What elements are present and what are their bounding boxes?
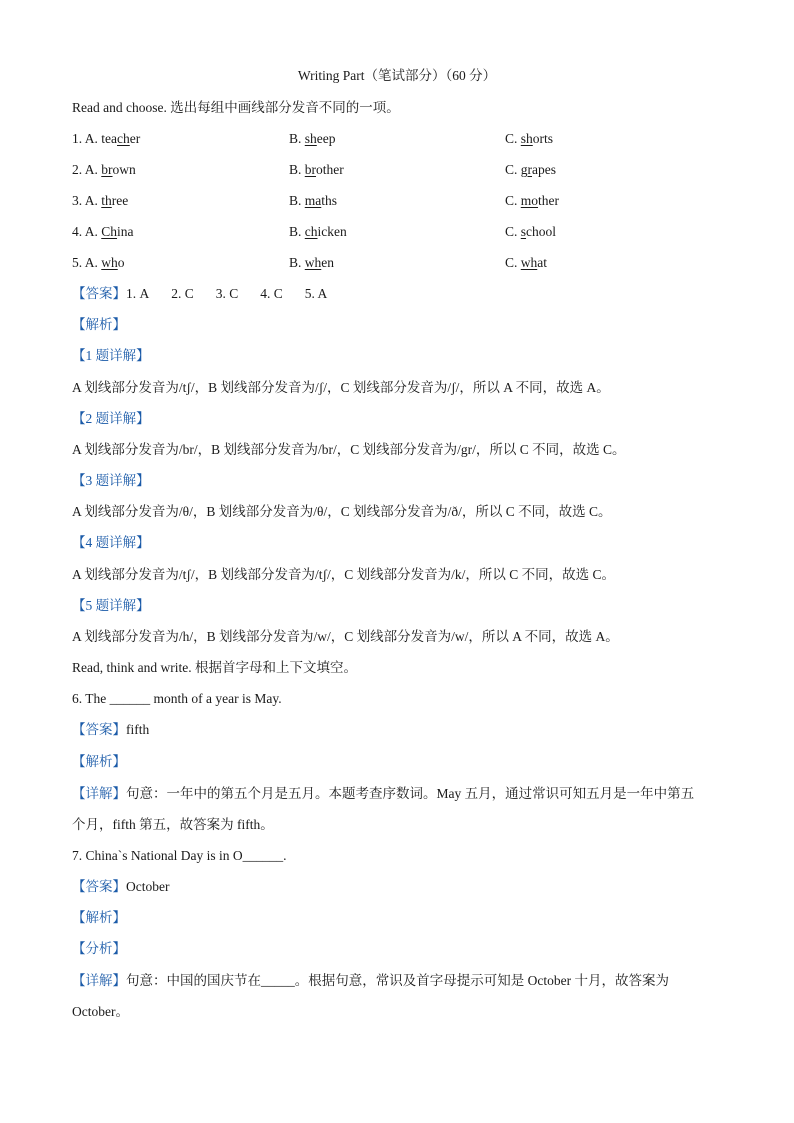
question-6: 6. The ______ month of a year is May. <box>72 691 282 706</box>
detail-3-tag: 【3 题详解】 <box>72 473 150 488</box>
question-2-option-b <box>289 160 344 180</box>
detail-2-tag: 【2 题详解】 <box>72 411 150 426</box>
question-4-option-c <box>505 222 556 242</box>
detail-4-text: A 划线部分发音为/tʃ/，B 划线部分发音为/tʃ/，C 划线部分发音为/k/，所以 C 不同，故选 C。 <box>72 567 616 582</box>
option-suffix: ths <box>321 193 338 208</box>
option-suffix: icken <box>317 224 347 239</box>
analysis-tag: 【解析】 <box>72 317 126 332</box>
question-number: 3. A. <box>72 193 102 208</box>
question-3-option-b <box>289 191 337 211</box>
option-prefix: C. <box>505 193 521 208</box>
option-suffix: er <box>129 131 141 146</box>
q7-answer-tag: 【答案】 <box>72 879 126 894</box>
detail-5-tag: 【5 题详解】 <box>72 598 150 613</box>
question-1-option-c <box>505 129 553 149</box>
q7-analysis-tag: 【解析】 <box>72 910 126 925</box>
q6-answer-tag: 【答案】 <box>72 722 126 737</box>
option-prefix: C. <box>505 224 521 239</box>
underlined-letters: mo <box>520 193 539 208</box>
option-prefix: B. <box>289 193 305 208</box>
question-5-option-c <box>505 253 547 273</box>
question-4-option-a <box>72 222 134 242</box>
question-5-option-b <box>289 253 334 273</box>
option-prefix: C. <box>505 162 521 177</box>
detail-5-text: A 划线部分发音为/h/，B 划线部分发音为/w/，C 划线部分发音为/w/，所以 A 不同，故选 A。 <box>72 629 619 644</box>
question-number: 1. A. <box>72 131 102 146</box>
option-suffix: at <box>537 255 548 270</box>
q6-detail-line1 <box>72 784 694 804</box>
underlined-letters: Ch <box>101 224 118 239</box>
option-prefix: B. <box>289 224 305 239</box>
underlined-letters: wh <box>520 255 538 270</box>
q7-detail-text1: 句意：中国的国庆节在_____。根据句意，常识及首字母提示可知是 October 十月，故答案为 <box>126 973 669 988</box>
option-suffix: ina <box>117 224 134 239</box>
answer-3: 3. C <box>215 286 239 301</box>
q6-detail-text1: 句意：一年中的第五个月是五月。本题考查序数词。May 五月，通过常识可知五月是一年中第五 <box>126 786 695 801</box>
q6-detail-tag: 【详解】 <box>72 786 126 801</box>
option-suffix: eep <box>316 131 336 146</box>
question-2-option-c <box>505 160 556 180</box>
option-suffix: orts <box>532 131 554 146</box>
option-prefix: tea <box>101 131 118 146</box>
question-5-option-a <box>72 253 125 273</box>
q7-detail-line1 <box>72 971 669 991</box>
option-prefix: B. <box>289 255 305 270</box>
question-7: 7. China`s National Day is in O______. <box>72 848 287 863</box>
q7-answer-line <box>72 877 169 897</box>
section2-instruction: Read, think and write. 根据首字母和上下文填空。 <box>72 660 357 675</box>
q7-detail-tag: 【详解】 <box>72 973 126 988</box>
option-suffix: apes <box>532 162 557 177</box>
underlined-letters: ch <box>304 224 318 239</box>
detail-1-text: A 划线部分发音为/tʃ/，B 划线部分发音为/ʃ/，C 划线部分发音为/ʃ/，所以 A 不同，故选 A。 <box>72 380 610 395</box>
question-number: 4. A. <box>72 224 102 239</box>
question-4-option-b <box>289 222 347 242</box>
page-title: Writing Part（笔试部分）（60 分） <box>297 68 497 83</box>
underlined-letters: br <box>101 162 113 177</box>
answer-line-1-5 <box>72 284 349 304</box>
question-2-option-a <box>72 160 136 180</box>
answer-4: 4. C <box>260 286 283 301</box>
question-3-option-c <box>505 191 559 211</box>
detail-3-text: A 划线部分发音为/θ/，B 划线部分发音为/θ/，C 划线部分发音为/ð/，所以 C 不同，故选 C。 <box>72 504 612 519</box>
option-suffix: en <box>321 255 335 270</box>
underlined-letters: sh <box>304 131 317 146</box>
option-suffix: o <box>117 255 125 270</box>
question-3-option-a <box>72 191 128 211</box>
answer-tag: 【答案】 <box>72 286 126 301</box>
option-suffix: chool <box>526 224 557 239</box>
q6-detail-line2: 个月，fifth 第五，故答案为 fifth。 <box>72 817 274 832</box>
underlined-letters: ma <box>304 193 322 208</box>
option-prefix: C. <box>505 131 521 146</box>
underlined-letters: sh <box>520 131 533 146</box>
question-number: 2. A. <box>72 162 102 177</box>
answer-1: 1. A <box>126 286 150 301</box>
q7-answer: October <box>126 879 170 894</box>
option-suffix: other <box>316 162 344 177</box>
underlined-letters: wh <box>304 255 322 270</box>
underlined-letters: th <box>101 193 112 208</box>
option-suffix: ree <box>111 193 129 208</box>
option-prefix: B. <box>289 162 305 177</box>
underlined-letters: br <box>304 162 317 177</box>
q7-detail-line2: October。 <box>72 1004 129 1019</box>
underlined-letters: wh <box>101 255 118 270</box>
question-1-option-a <box>72 129 140 149</box>
answer-2: 2. C <box>171 286 194 301</box>
underlined-letters: ch <box>117 131 130 146</box>
detail-4-tag: 【4 题详解】 <box>72 535 150 550</box>
answer-5: 5. A <box>304 286 328 301</box>
underlined-letters: s <box>520 224 527 239</box>
option-suffix: own <box>112 162 136 177</box>
option-prefix: C. <box>505 255 521 270</box>
q6-answer-line <box>72 720 149 740</box>
option-prefix: B. <box>289 131 305 146</box>
q6-analysis-tag: 【解析】 <box>72 754 126 769</box>
section1-instruction: Read and choose. 选出每组中画线部分发音不同的一项。 <box>72 100 400 115</box>
underlined-letters: gr <box>520 162 533 177</box>
detail-2-text: A 划线部分发音为/br/，B 划线部分发音为/br/，C 划线部分发音为/gr/，所以 C 不同，故选 C。 <box>72 442 626 457</box>
q7-analysis2-tag: 【分析】 <box>72 941 126 956</box>
option-suffix: ther <box>538 193 560 208</box>
question-number: 5. A. <box>72 255 102 270</box>
q6-answer: fifth <box>126 722 150 737</box>
question-1-option-b <box>289 129 336 149</box>
detail-1-tag: 【1 题详解】 <box>72 348 150 363</box>
